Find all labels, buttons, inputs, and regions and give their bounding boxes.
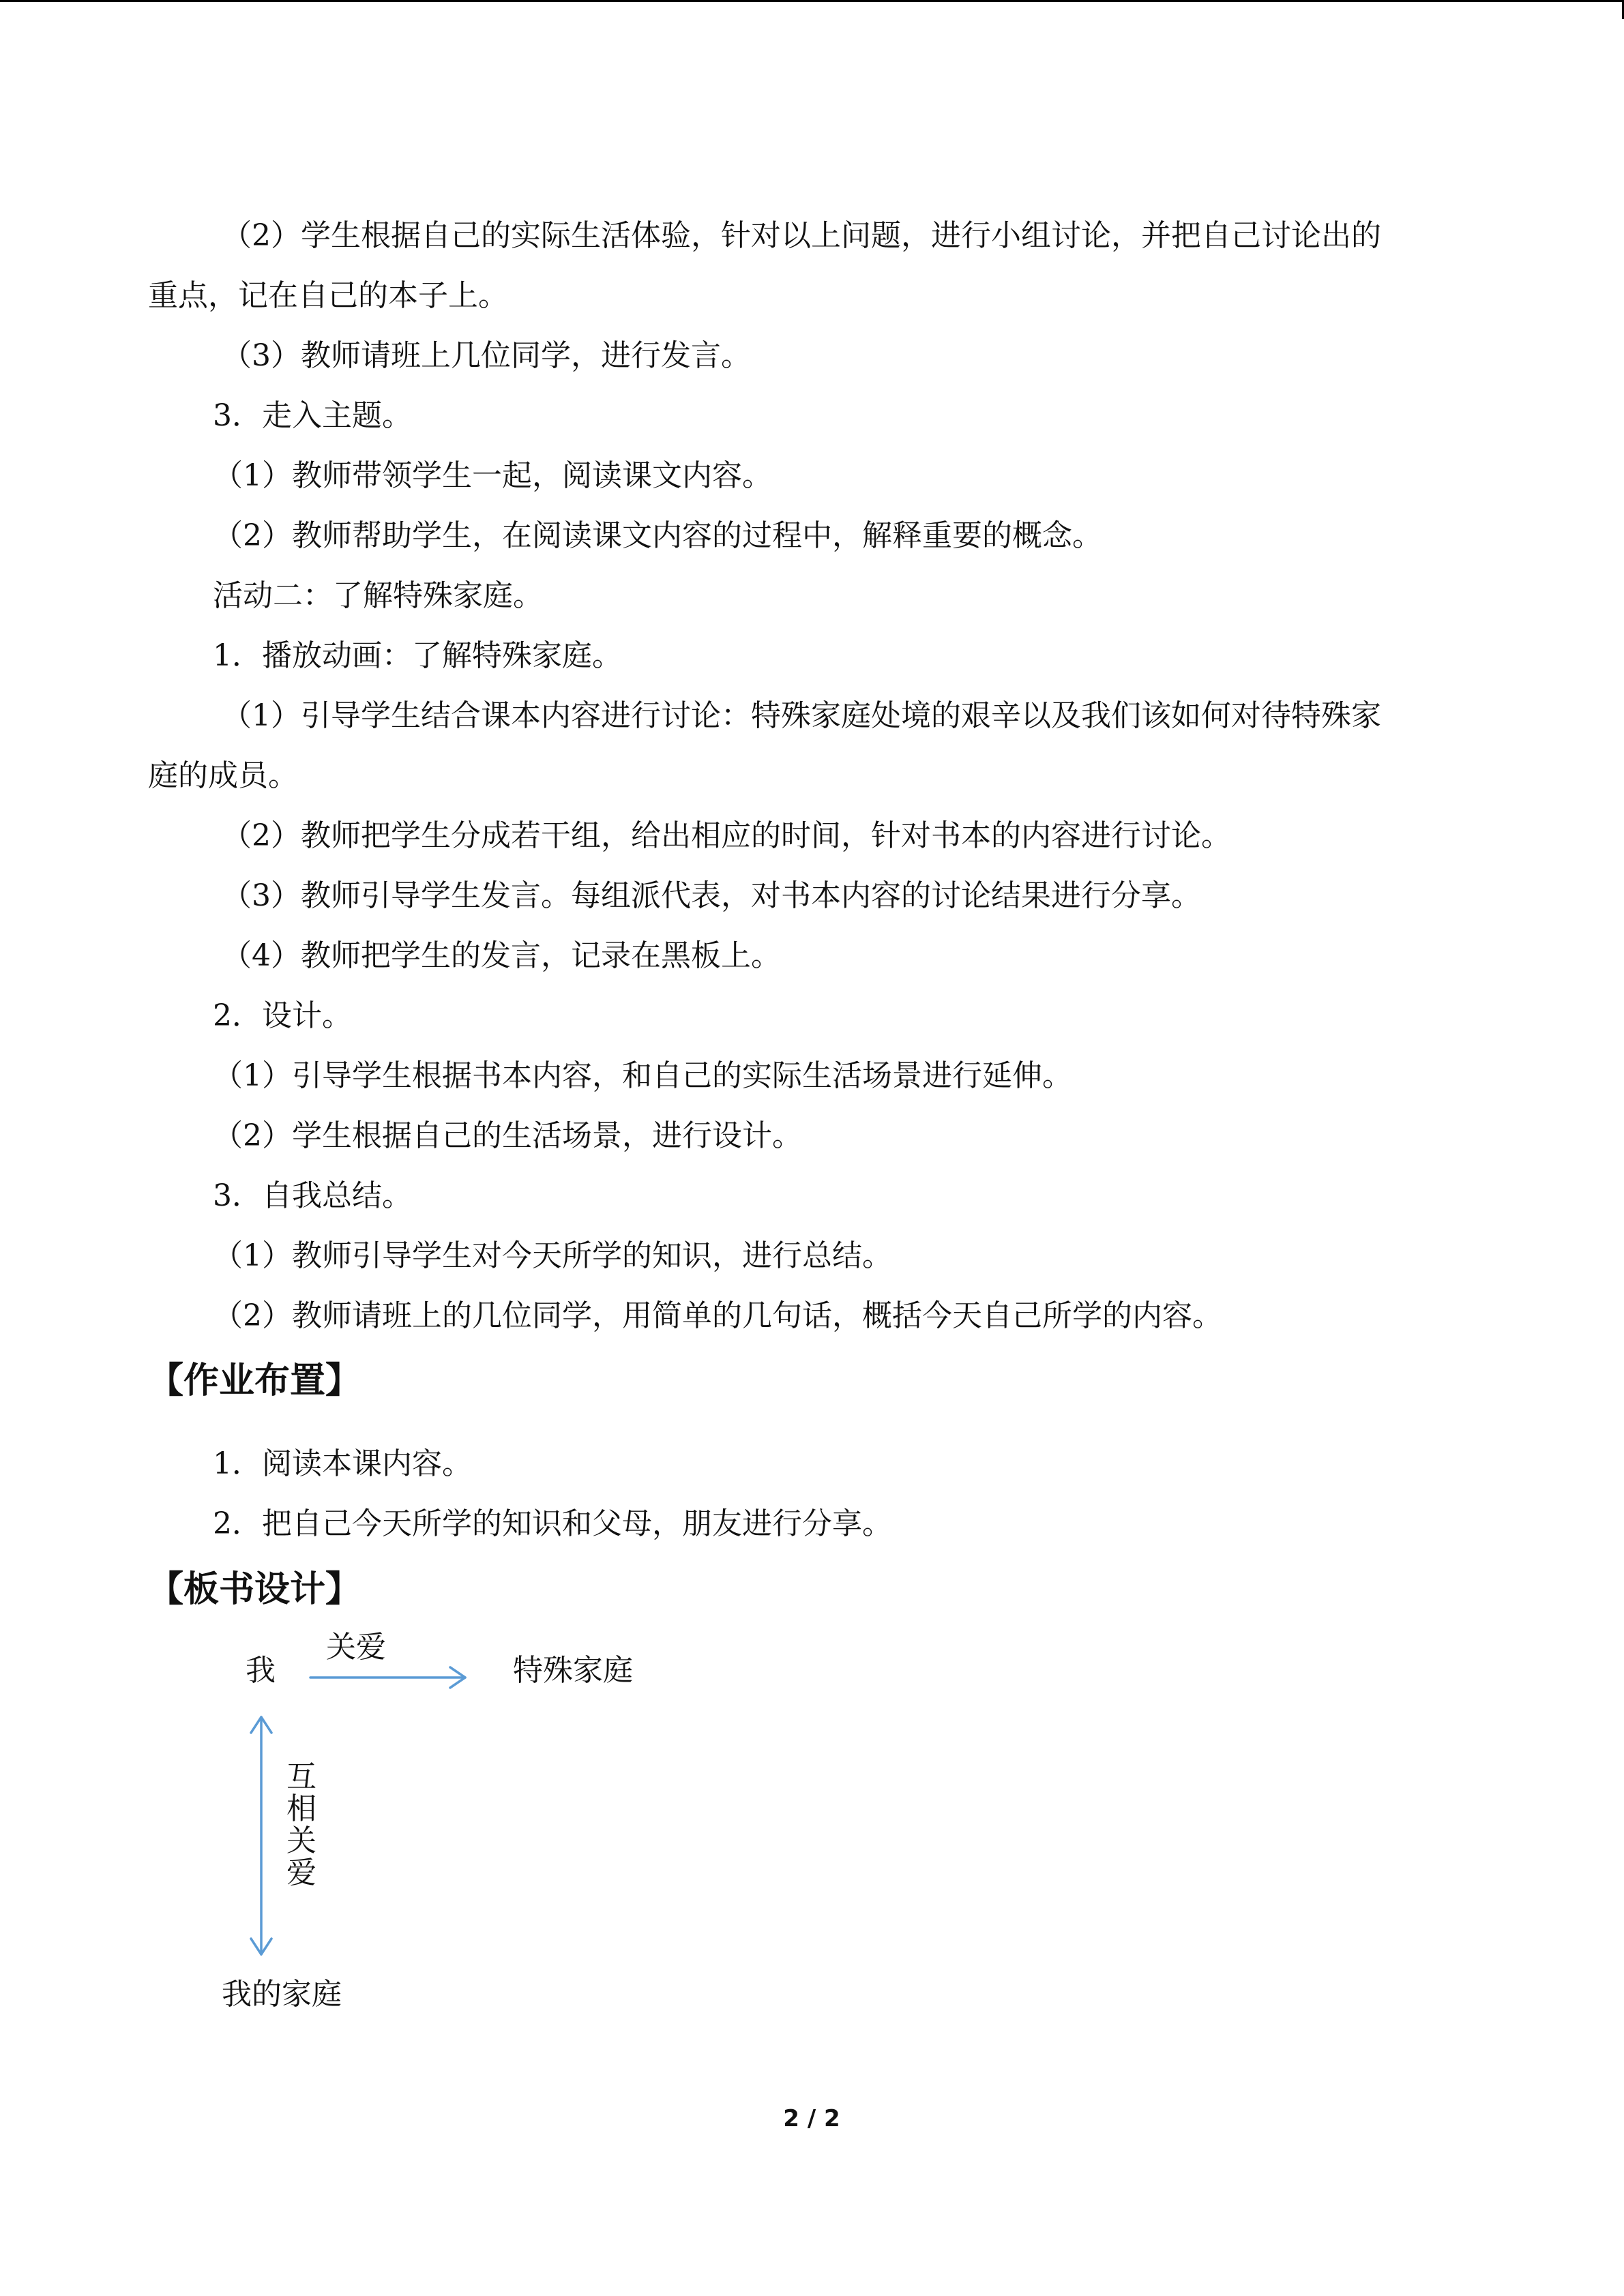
- diagram-node-my-family: 我的家庭: [222, 1977, 342, 2012]
- page-number: 2 / 2: [783, 2105, 840, 2132]
- body-line: （2）教师请班上的几位同学，用简单的几句话，概括今天自己所学的内容。: [213, 1298, 1222, 1333]
- body-line: 庭的成员。: [148, 758, 298, 793]
- body-line: （2）教师把学生分成若干组，给出相应的时间，针对书本的内容进行讨论。: [222, 818, 1231, 853]
- vertical-label-char: 互: [286, 1759, 316, 1794]
- body-line: （2）学生根据自己的实际生活体验，针对以上问题，进行小组讨论，并把自己讨论出的: [222, 218, 1381, 253]
- body-line: 1．播放动画：了解特殊家庭。: [213, 638, 622, 673]
- body-line: （1）引导学生结合课本内容进行讨论：特殊家庭处境的艰辛以及我们该如何对待特殊家: [222, 698, 1381, 733]
- diagram-node-me: 我: [246, 1653, 276, 1688]
- body-line: （2）教师帮助学生，在阅读课文内容的过程中，解释重要的概念。: [213, 518, 1102, 553]
- body-line: （4）教师把学生的发言，记录在黑板上。: [222, 938, 781, 973]
- vertical-label-char: 相: [286, 1791, 316, 1826]
- board-design-heading: 【板书设计】: [148, 1569, 361, 1610]
- body-line: （1）教师引导学生对今天所学的知识，进行总结。: [213, 1238, 892, 1273]
- body-line: （2）学生根据自己的生活场景，进行设计。: [213, 1118, 802, 1153]
- diagram-arrow-label-care: 关爱: [326, 1630, 386, 1665]
- body-line: 活动二：了解特殊家庭。: [213, 578, 543, 613]
- vertical-label-char: 关: [286, 1823, 316, 1858]
- homework-heading: 【作业布置】: [148, 1360, 361, 1401]
- homework-item: 2．把自己今天所学的知识和父母，朋友进行分享。: [213, 1506, 892, 1541]
- body-line: 3．走入主题。: [213, 398, 412, 433]
- body-line: 重点，记在自己的本子上。: [148, 278, 508, 313]
- diagram-node-special-family: 特殊家庭: [513, 1653, 633, 1688]
- homework-item: 1．阅读本课内容。: [213, 1446, 472, 1481]
- body-line: 3．自我总结。: [213, 1178, 412, 1213]
- body-line: （1）教师带领学生一起，阅读课文内容。: [213, 458, 772, 493]
- body-line: （3）教师引导学生发言。每组派代表，对书本内容的讨论结果进行分享。: [222, 878, 1201, 913]
- body-line: 2．设计。: [213, 998, 352, 1033]
- vertical-label-char: 爱: [286, 1855, 316, 1890]
- body-line: （1）引导学生根据书本内容，和自己的实际生活场景进行延伸。: [213, 1058, 1072, 1093]
- body-line: （3）教师请班上几位同学，进行发言。: [222, 338, 751, 373]
